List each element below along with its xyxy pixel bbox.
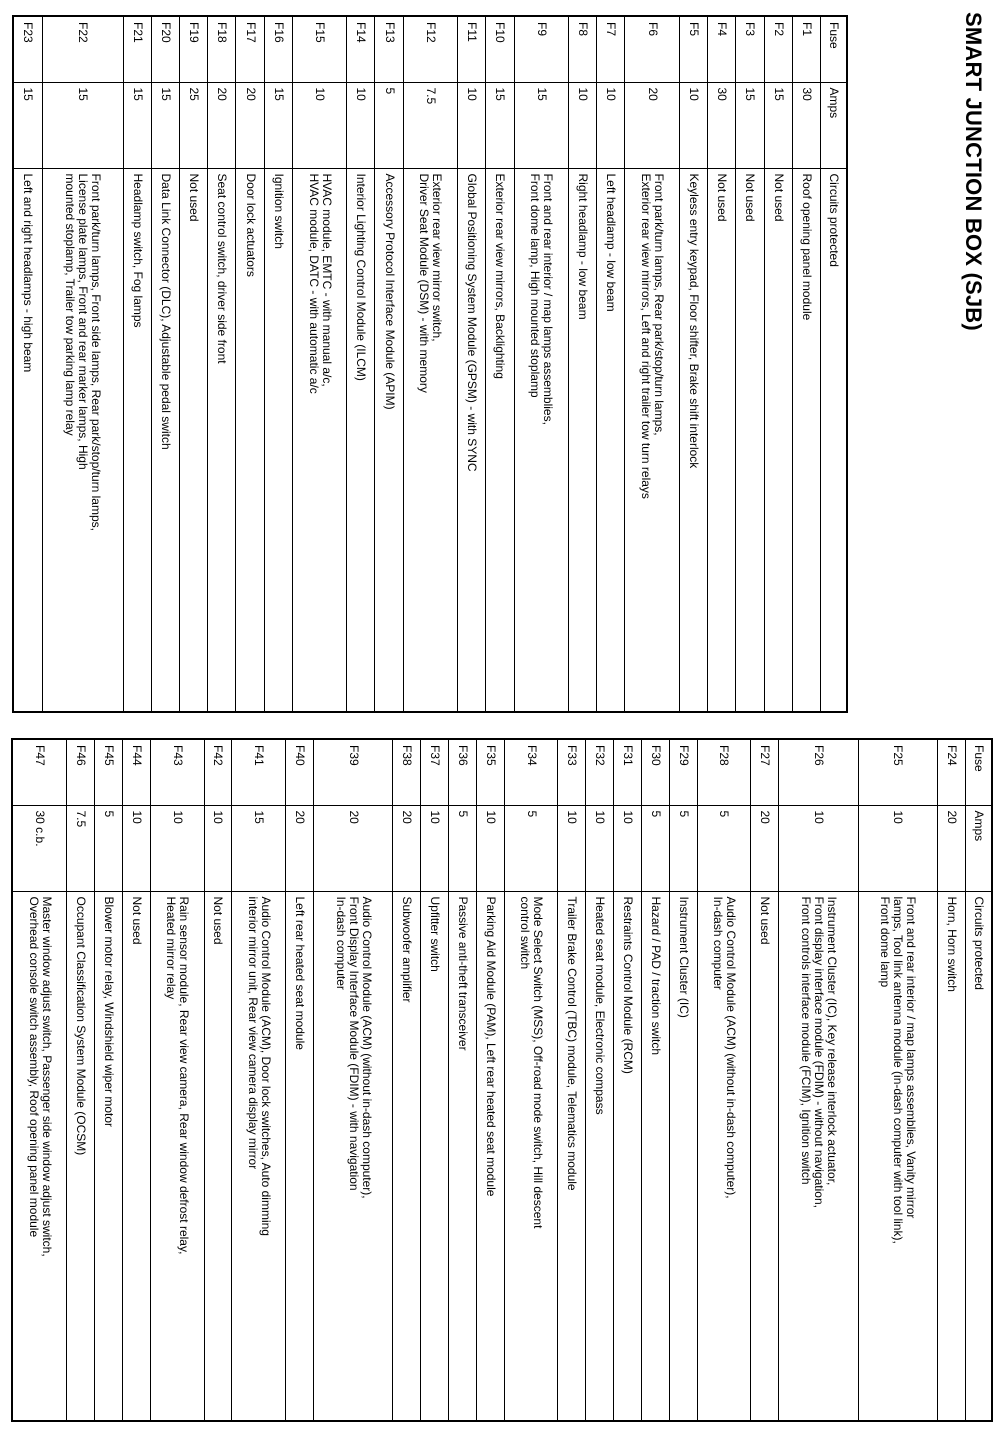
fuse-id: F14	[347, 16, 375, 82]
fuse-amps: 10	[597, 82, 625, 168]
fuse-row	[669, 739, 697, 1421]
fuse-row	[764, 16, 792, 712]
circuit-line: Heated mirror relay	[164, 896, 179, 1000]
circuit-line: In-dash computer	[333, 896, 348, 990]
fuse-amps: 15	[764, 82, 792, 168]
fuse-amps: 20	[236, 82, 264, 168]
fuse-amps: 15	[42, 82, 123, 168]
fuse-amps: 20	[286, 805, 314, 891]
circuit-line: Data Link Connector (DLC), Adjustable pedal switch	[158, 173, 173, 450]
fuse-id: F15	[292, 16, 346, 82]
fuse-row	[641, 739, 669, 1421]
fuse-row	[858, 739, 938, 1421]
fuse-amps: 5	[449, 805, 477, 891]
table-header-row	[966, 739, 993, 1421]
circuit-line: Audio Control Module (ACM), Door lock switches, Auto dimming	[258, 896, 273, 1236]
circuit-line: Left and right headlamps - high beam	[21, 173, 36, 373]
fuse-row	[569, 16, 597, 712]
circuits-protected	[614, 891, 642, 1421]
fuse-row	[208, 16, 236, 712]
fuse-row	[204, 739, 232, 1421]
fuse-amps: 10	[569, 82, 597, 168]
fuse-amps: 15	[232, 805, 286, 891]
circuit-line: Headlamp switch, Fog lamps	[130, 173, 145, 328]
fuse-row	[375, 16, 403, 712]
circuit-line: Instrument Cluster (IC)	[676, 896, 691, 1018]
fuse-id: F8	[569, 16, 597, 82]
circuits-protected	[286, 891, 314, 1421]
fuse-amps: 5	[697, 805, 751, 891]
circuit-line: Exterior rear view mirrors, Left and right trailer tow turn relays	[639, 173, 654, 499]
fuse-amps: 10	[858, 805, 938, 891]
circuit-line: Not used	[187, 173, 202, 222]
fuse-id: F9	[514, 16, 568, 82]
fuse-id: F11	[458, 16, 486, 82]
fuse-id: F13	[375, 16, 403, 82]
circuits-protected	[697, 891, 751, 1421]
fuse-row	[449, 739, 477, 1421]
fuse-amps: 10	[458, 82, 486, 168]
fuse-id: F34	[504, 739, 558, 805]
circuit-line: In-dash computer	[710, 896, 725, 990]
circuit-line: Front dome lamp, High mounted stoplamp	[528, 173, 543, 398]
fuse-id: F7	[597, 16, 625, 82]
circuit-line: Door lock actuators	[243, 173, 258, 277]
circuits-protected	[236, 168, 264, 712]
fuse-amps: 7.5	[403, 82, 457, 168]
fuse-id: F3	[736, 16, 764, 82]
fuse-id: F33	[558, 739, 586, 805]
fuse-id: F20	[151, 16, 179, 82]
fuse-id: F38	[393, 739, 421, 805]
fuse-amps: 5	[504, 805, 558, 891]
circuits-protected	[264, 168, 292, 712]
circuit-line: Passive anti-theft transceiver	[456, 896, 471, 1051]
fuse-row	[679, 16, 707, 712]
circuit-line: Not used	[715, 173, 730, 222]
fuse-amps: 10	[679, 82, 707, 168]
fuse-amps: 15	[123, 82, 151, 168]
circuit-line: Master window adjust switch, Passenger side window adjust switch,	[39, 896, 54, 1257]
circuits-protected	[792, 168, 820, 712]
fuse-column-header: Fuse	[821, 16, 848, 82]
fuse-table-2	[11, 738, 993, 1422]
circuit-line: Instrument Cluster (IC), Key release interlock actuator,	[824, 896, 839, 1186]
circuits-protected	[858, 891, 938, 1421]
fuse-id: F6	[625, 16, 679, 82]
fuse-id: F41	[232, 739, 286, 805]
circuits-protected	[938, 891, 966, 1421]
fuse-amps: 20	[393, 805, 421, 891]
circuit-line: Horn, Horn switch	[945, 896, 960, 992]
fuse-amps: 15	[486, 82, 514, 168]
circuit-line: Not used	[211, 896, 226, 945]
circuits-protected	[95, 891, 123, 1421]
circuits-protected	[232, 891, 286, 1421]
fuse-id: F18	[208, 16, 236, 82]
circuit-line: Not used	[771, 173, 786, 222]
fuse-id: F26	[779, 739, 859, 805]
fuse-amps: 10	[779, 805, 859, 891]
fuse-row	[151, 16, 179, 712]
fuse-id: F31	[614, 739, 642, 805]
fuse-row	[42, 16, 123, 712]
fuse-amps: 10	[150, 805, 204, 891]
circuits-protected	[625, 168, 679, 712]
fuse-amps: 5	[641, 805, 669, 891]
circuits-protected	[514, 168, 568, 712]
circuits-protected	[123, 168, 151, 712]
table-header-row	[821, 16, 848, 712]
circuits-protected	[458, 168, 486, 712]
circuit-line: Right headlamp - low beam	[576, 173, 591, 320]
circuits-protected	[403, 168, 457, 712]
circuit-line: License plate lamps, Front and rear marker lamps, High	[76, 173, 91, 470]
fuse-row	[123, 16, 151, 712]
circuit-line: Audio Control Module (ACM) (without in-dash computer),	[723, 896, 738, 1199]
fuse-amps: 15	[151, 82, 179, 168]
circuit-line: Front park/turn lamps, Front side lamps, Rear park/stop/turn lamps,	[89, 173, 104, 531]
fuse-table-1	[12, 15, 848, 713]
fuse-amps: 10	[476, 805, 504, 891]
circuit-line: Audio Control Module (ACM) (without in-dash computer),	[359, 896, 374, 1199]
fuse-row	[179, 16, 207, 712]
fuse-id: F4	[708, 16, 736, 82]
fuse-id: F29	[669, 739, 697, 805]
fuse-row	[614, 739, 642, 1421]
fuse-id: F44	[123, 739, 151, 805]
fuse-amps: 15	[264, 82, 292, 168]
circuits-protected	[123, 891, 151, 1421]
circuits-protected	[449, 891, 477, 1421]
fuse-id: F40	[286, 739, 314, 805]
fuse-row	[458, 16, 486, 712]
fuse-row	[697, 739, 751, 1421]
circuits-protected	[586, 891, 614, 1421]
circuits-protected	[347, 168, 375, 712]
fuse-row	[150, 739, 204, 1421]
circuit-line: Restraints Control Module (RCM)	[621, 896, 636, 1074]
page-title: SMART JUNCTION BOX (SJB)	[961, 12, 986, 331]
circuit-line: Accessory Protocol Interface Module (APIM)	[382, 173, 397, 410]
fuse-id: F42	[204, 739, 232, 805]
fuse-amps: 20	[938, 805, 966, 891]
circuit-line: lamps, Tool link antenna module (in-dash computer with tool link),	[891, 896, 906, 1244]
circuits-protected	[12, 891, 67, 1421]
fuse-id: F35	[476, 739, 504, 805]
circuits-protected	[779, 891, 859, 1421]
circuit-line: Interior Lighting Control Module (ILCM)	[354, 173, 369, 381]
circuits-protected	[67, 891, 95, 1421]
fuse-id: F36	[449, 739, 477, 805]
fuse-amps: 20	[208, 82, 236, 168]
fuse-amps: 5	[95, 805, 123, 891]
fuse-id: F25	[858, 739, 938, 805]
circuits-protected	[569, 168, 597, 712]
fuse-id: F28	[697, 739, 751, 805]
fuse-row	[347, 16, 375, 712]
circuits-protected	[292, 168, 346, 712]
circuits-protected	[42, 168, 123, 712]
circuit-line: Driver Seat Module (DSM) - with memory	[417, 173, 432, 393]
circuit-line: Front dome lamp	[878, 896, 893, 988]
circuit-line: mounted stoplamp, Trailer tow parking lamp relay	[63, 173, 78, 436]
circuit-line: Front display interface module (FDIM) - without navigation,	[811, 896, 826, 1208]
circuit-line: Ignition switch	[271, 173, 286, 249]
fuse-row	[586, 739, 614, 1421]
fuse-row	[736, 16, 764, 712]
fuse-amps: 10	[421, 805, 449, 891]
fuse-id: F16	[264, 16, 292, 82]
fuse-id: F30	[641, 739, 669, 805]
circuits-protected	[150, 891, 204, 1421]
fuse-row	[486, 16, 514, 712]
fuse-row	[625, 16, 679, 712]
circuit-line: Occupant Classification System Module (OCSM)	[74, 896, 89, 1156]
fuse-row	[123, 739, 151, 1421]
fuse-amps: 10	[614, 805, 642, 891]
circuit-line: Left headlamp - low beam	[604, 173, 619, 312]
circuit-line: Overhead console switch assembly, Roof opening panel module	[26, 896, 41, 1238]
circuit-line: Heated seat module, Electronic compass	[593, 896, 608, 1115]
fuse-amps: 10	[204, 805, 232, 891]
fuse-amps: 10	[123, 805, 151, 891]
fuse-row	[403, 16, 457, 712]
circuits-protected	[13, 168, 42, 712]
circuit-line: Keyless entry keypad, Floor shifter, Brake shift interlock	[687, 173, 702, 469]
fuse-amps: 30	[792, 82, 820, 168]
fuse-amps: 5	[669, 805, 697, 891]
circuit-line: Upfitter switch	[428, 896, 443, 972]
circuit-line: Not used	[743, 173, 758, 222]
circuit-line: Mode Select Switch (MSS), Off-road mode switch, Hill descent	[531, 896, 546, 1229]
fuse-amps: 15	[736, 82, 764, 168]
fuse-amps: 20	[751, 805, 779, 891]
fuse-amps: 15	[514, 82, 568, 168]
fuse-row	[751, 739, 779, 1421]
circuits-protected	[179, 168, 207, 712]
fuse-row	[12, 739, 67, 1421]
fuse-amps: 30	[708, 82, 736, 168]
fuse-id: F17	[236, 16, 264, 82]
fuse-row	[779, 739, 859, 1421]
fuse-row	[504, 739, 558, 1421]
circuits-protected	[421, 891, 449, 1421]
fuse-id: F47	[12, 739, 67, 805]
circuit-line: Global Positioning System Module (GPSM) - with SYNC	[465, 173, 480, 472]
circuits-protected	[558, 891, 586, 1421]
circuit-line: Subwoofer amplifier	[400, 896, 415, 1003]
circuit-line: Blower motor relay, Windshield wiper motor	[102, 896, 117, 1128]
fuse-amps: 10	[347, 82, 375, 168]
circuits-protected	[476, 891, 504, 1421]
fuse-row	[558, 739, 586, 1421]
fuse-id: F43	[150, 739, 204, 805]
fuse-row	[13, 16, 42, 712]
fuse-amps: 15	[13, 82, 42, 168]
circuit-line: Rain sensor module, Rear view camera, Rear window defrost relay,	[177, 896, 192, 1255]
circuit-line: Front park/turn lamps, Rear park/stop/turn lamps,	[652, 173, 667, 436]
fuse-id: F22	[42, 16, 123, 82]
circuit-line: Front and rear interior / map lamps assemblies, Vanity mirror	[904, 896, 919, 1219]
fuse-id: F2	[764, 16, 792, 82]
fuse-id: F23	[13, 16, 42, 82]
circuit-line: Left rear heated seat module	[293, 896, 308, 1050]
circuits-protected	[736, 168, 764, 712]
fuse-row	[393, 739, 421, 1421]
fuse-amps: 5	[375, 82, 403, 168]
fuse-amps: 10	[292, 82, 346, 168]
fuse-id: F1	[792, 16, 820, 82]
circuit-line: HVAC module, EMTC - with manual a/c,	[319, 173, 334, 387]
fuse-row	[476, 739, 504, 1421]
circuit-line: Front and rear interior / map lamps assemblies,	[541, 173, 556, 425]
fuse-amps: 30 c.b.	[12, 805, 67, 891]
circuits-protected	[504, 891, 558, 1421]
circuits-protected	[486, 168, 514, 712]
circuit-line: HVAC module, DATC - with automatic a/c	[306, 173, 321, 394]
fuse-id: F24	[938, 739, 966, 805]
fuse-id: F39	[313, 739, 393, 805]
circuit-line: Roof opening panel module	[799, 173, 814, 321]
circuits-column-header: Circuits protected	[821, 168, 848, 712]
fuse-id: F21	[123, 16, 151, 82]
fuse-id: F37	[421, 739, 449, 805]
fuse-row	[232, 739, 286, 1421]
fuse-row	[286, 739, 314, 1421]
fuse-row	[236, 16, 264, 712]
fuse-id: F27	[751, 739, 779, 805]
circuits-protected	[393, 891, 421, 1421]
fuse-id: F5	[679, 16, 707, 82]
fuse-row	[264, 16, 292, 712]
circuits-protected	[669, 891, 697, 1421]
fuse-row	[938, 739, 966, 1421]
circuit-line: Front controls interface module (FCIM), Ignition switch	[798, 896, 813, 1185]
fuse-row	[292, 16, 346, 712]
circuit-line: Front Display Interface Module (FDIM) - with navigation	[346, 896, 361, 1191]
circuit-line: Exterior rear view mirror switch,	[430, 173, 445, 342]
circuits-protected	[204, 891, 232, 1421]
circuit-line: Hazard / PAD / traction switch	[648, 896, 663, 1055]
circuit-line: Not used	[129, 896, 144, 945]
fuse-row	[313, 739, 393, 1421]
circuit-line: control switch	[518, 896, 533, 970]
circuit-line: Seat control switch, driver side front	[215, 173, 230, 364]
fuse-amps: 25	[179, 82, 207, 168]
fuse-row	[514, 16, 568, 712]
circuits-protected	[151, 168, 179, 712]
fuse-id: F46	[67, 739, 95, 805]
fuse-row	[67, 739, 95, 1421]
fuse-row	[708, 16, 736, 712]
fuse-id: F10	[486, 16, 514, 82]
circuits-column-header: Circuits protected	[966, 891, 993, 1421]
fuse-id: F32	[586, 739, 614, 805]
fuse-amps: 10	[586, 805, 614, 891]
circuits-protected	[641, 891, 669, 1421]
fuse-amps: 20	[313, 805, 393, 891]
circuits-protected	[679, 168, 707, 712]
fuse-id: F19	[179, 16, 207, 82]
fuse-column-header: Fuse	[966, 739, 993, 805]
circuits-protected	[313, 891, 393, 1421]
circuits-protected	[751, 891, 779, 1421]
circuit-line: Parking Aid Module (PAM), Left rear heated seat module	[483, 896, 498, 1197]
circuits-protected	[764, 168, 792, 712]
fuse-row	[597, 16, 625, 712]
circuits-protected	[208, 168, 236, 712]
circuit-line: Not used	[758, 896, 773, 945]
fuse-row	[792, 16, 820, 712]
fuse-amps: 7.5	[67, 805, 95, 891]
fuse-row	[421, 739, 449, 1421]
circuits-protected	[708, 168, 736, 712]
amps-column-header: Amps	[966, 805, 993, 891]
fuse-row	[95, 739, 123, 1421]
circuits-protected	[597, 168, 625, 712]
fuse-amps: 10	[558, 805, 586, 891]
amps-column-header: Amps	[821, 82, 848, 168]
circuit-line: Exterior rear view mirrors, Backlighting	[493, 173, 508, 379]
fuse-id: F45	[95, 739, 123, 805]
circuit-line: interior mirror unit, Rear view camera display mirror	[245, 896, 260, 1170]
circuit-line: Trailer Brake Control (TBC) module, Telematics module	[565, 896, 580, 1191]
fuse-amps: 20	[625, 82, 679, 168]
fuse-id: F12	[403, 16, 457, 82]
circuits-protected	[375, 168, 403, 712]
